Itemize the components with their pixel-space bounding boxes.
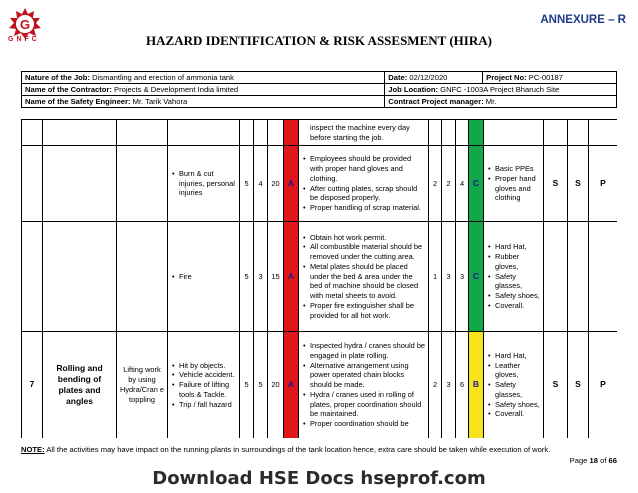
hira-table bbox=[21, 119, 617, 438]
hazard-item: • Failure of lifting tools & Tackle. bbox=[171, 380, 237, 400]
residual-severity-cell: 2 bbox=[429, 332, 442, 439]
page-total: 66 bbox=[608, 456, 617, 465]
hazards-cell bbox=[168, 222, 240, 332]
table-row bbox=[22, 120, 618, 146]
control-item: • Alternative arrangement using power operated chain blocks should be made. bbox=[302, 361, 426, 390]
nature-of-job-cell: Nature of the Job: Dismantling and erection of ammonia tank bbox=[22, 72, 385, 84]
job-location-cell: Job Location: GNFC -1003A Project Bharuch Site bbox=[385, 84, 617, 96]
annexure-label: ANNEXURE – R bbox=[540, 14, 626, 26]
activity-cell: Rolling and bending of plates and angles bbox=[43, 332, 117, 439]
ppe-item: • Hard Hat, bbox=[487, 351, 541, 361]
risk-level-cell: A bbox=[284, 332, 299, 439]
table-row bbox=[22, 222, 618, 332]
ppe-cell bbox=[484, 222, 544, 332]
nature-of-job-value: Dismantling and erection of ammonia tank bbox=[92, 73, 234, 82]
control-measures-cell bbox=[299, 222, 429, 332]
hazard-item: • Trip / fall hazard bbox=[171, 400, 237, 410]
project-manager-cell: Contract Project manager: Mr. bbox=[385, 96, 617, 108]
page-current: 18 bbox=[589, 456, 598, 465]
contractor-cell: Name of the Contractor: Projects & Development India limited bbox=[22, 84, 385, 96]
job-location-value: GNFC -1003A Project Bharuch Site bbox=[440, 85, 560, 94]
ppe-item: • Hard Hat, bbox=[487, 242, 541, 252]
responsibility-cell: S bbox=[568, 332, 589, 439]
hazard-item: • Burn & cut injuries, personal injuries bbox=[171, 169, 237, 198]
probability-cell: 5 bbox=[254, 332, 268, 439]
risk-level-cell: A bbox=[284, 146, 299, 222]
control-item: • Proper coordination should be bbox=[302, 419, 426, 429]
note-text: All the activities may have impact on the running plants in surroundings of the tank location hence, extra care should be taken while execution of work. bbox=[44, 445, 551, 454]
ppe-item: • Proper hand gloves and clothing bbox=[487, 174, 541, 203]
control-measures-cell bbox=[299, 146, 429, 222]
serial-number-cell: 7 bbox=[22, 332, 43, 439]
risk-score-cell: 15 bbox=[268, 222, 284, 332]
ppe-item: • Coverall. bbox=[487, 301, 541, 311]
ppe-item: • Rubber gloves, bbox=[487, 252, 541, 272]
note bbox=[21, 445, 550, 454]
svg-text:G: G bbox=[19, 17, 31, 32]
table-row bbox=[22, 332, 618, 439]
safety-engineer-cell: Name of the Safety Engineer: Mr. Tarik Vahora bbox=[22, 96, 385, 108]
responsibility-cell: S bbox=[544, 332, 568, 439]
residual-level-cell: C bbox=[469, 222, 484, 332]
control-item: • Metal plates should be placed under the bed & area under the bed of machine should be closed with metal sheets to avoid. bbox=[302, 262, 426, 301]
probability-cell: 3 bbox=[254, 222, 268, 332]
control-item: • Proper handling of scrap material. bbox=[302, 203, 426, 213]
control-item: • All combustible material should be removed under the cutting area. bbox=[302, 242, 426, 262]
residual-probability-cell: 2 bbox=[442, 146, 456, 222]
control-measures-cell: inspect the machine every day before starting the job. bbox=[299, 120, 429, 146]
ppe-item: • Safety glasses, bbox=[487, 380, 541, 400]
responsibility-cell: P bbox=[589, 146, 618, 222]
residual-risk-score-cell: 4 bbox=[456, 146, 469, 222]
residual-level-cell: B bbox=[469, 332, 484, 439]
ppe-item: • Coverall. bbox=[487, 409, 541, 419]
sub-activity-cell: Lifting work by using Hydra/Cran e toppling bbox=[117, 332, 168, 439]
document-title: HAZARD IDENTIFICATION & RISK ASSESMENT (HIRA) bbox=[146, 33, 492, 48]
table-row bbox=[22, 146, 618, 222]
job-info-table bbox=[21, 71, 617, 108]
project-no-cell: Project No: PC-00187 bbox=[483, 72, 617, 84]
probability-cell: 4 bbox=[254, 146, 268, 222]
control-measures-cell bbox=[299, 332, 429, 439]
project-manager-value: Mr. bbox=[485, 97, 497, 106]
contractor-value: Projects & Development India limited bbox=[114, 85, 239, 94]
hazards-cell bbox=[168, 332, 240, 439]
safety-engineer-value: Mr. Tarik Vahora bbox=[132, 97, 188, 106]
page-number: Page 18 of 66 bbox=[569, 456, 617, 465]
residual-level-cell bbox=[469, 120, 484, 146]
risk-score-cell: 20 bbox=[268, 332, 284, 439]
control-item: • Inspected hydra / cranes should be engaged in plate rolling. bbox=[302, 341, 426, 361]
hazard-item: • Fire bbox=[171, 272, 237, 282]
risk-score-cell: 20 bbox=[268, 146, 284, 222]
residual-probability-cell: 3 bbox=[442, 332, 456, 439]
residual-risk-score-cell: 6 bbox=[456, 332, 469, 439]
control-item: • Proper fire extinguisher shall be provided for all hot work. bbox=[302, 301, 426, 321]
responsibility-cell: S bbox=[544, 146, 568, 222]
severity-cell: 5 bbox=[240, 146, 254, 222]
residual-probability-cell: 3 bbox=[442, 222, 456, 332]
control-item: • Hydra / cranes used in rolling of plates, proper coordination should be maintained. bbox=[302, 390, 426, 419]
hazards-cell bbox=[168, 146, 240, 222]
responsibility-cell: S bbox=[568, 146, 589, 222]
risk-level-cell: A bbox=[284, 222, 299, 332]
ppe-item: • Safety shoes, bbox=[487, 400, 541, 410]
residual-severity-cell: 2 bbox=[429, 146, 442, 222]
control-item: • Obtain hot work permit. bbox=[302, 233, 426, 243]
control-item: • After cutting plates, scrap should be disposed properly. bbox=[302, 184, 426, 204]
ppe-item: • Basic PPEs bbox=[487, 164, 541, 174]
ppe-item: • Safety shoes, bbox=[487, 291, 541, 301]
logo-text: GNFC bbox=[8, 36, 40, 43]
severity-cell: 5 bbox=[240, 332, 254, 439]
severity-cell: 5 bbox=[240, 222, 254, 332]
control-item: • Employees should be provided with proper hand gloves and clothing. bbox=[302, 154, 426, 183]
hazard-item: • Hit by objects. bbox=[171, 361, 237, 371]
residual-level-cell: C bbox=[469, 146, 484, 222]
note-label: NOTE: bbox=[21, 445, 45, 454]
ppe-cell bbox=[484, 146, 544, 222]
project-no-value: PC-00187 bbox=[528, 73, 563, 82]
date-value: 02/12/2020 bbox=[409, 73, 448, 82]
hazard-item: • Vehicle accident. bbox=[171, 370, 237, 380]
ppe-item: • Safety glasses, bbox=[487, 272, 541, 292]
ppe-item: • Leather gloves, bbox=[487, 361, 541, 381]
download-footer-link[interactable]: Download HSE Docs hseprof.com bbox=[152, 468, 486, 489]
ppe-cell bbox=[484, 332, 544, 439]
responsibility-cell: P bbox=[589, 332, 618, 439]
date-cell: Date: 02/12/2020 bbox=[385, 72, 483, 84]
residual-severity-cell: 1 bbox=[429, 222, 442, 332]
residual-risk-score-cell: 3 bbox=[456, 222, 469, 332]
risk-level-cell bbox=[284, 120, 299, 146]
